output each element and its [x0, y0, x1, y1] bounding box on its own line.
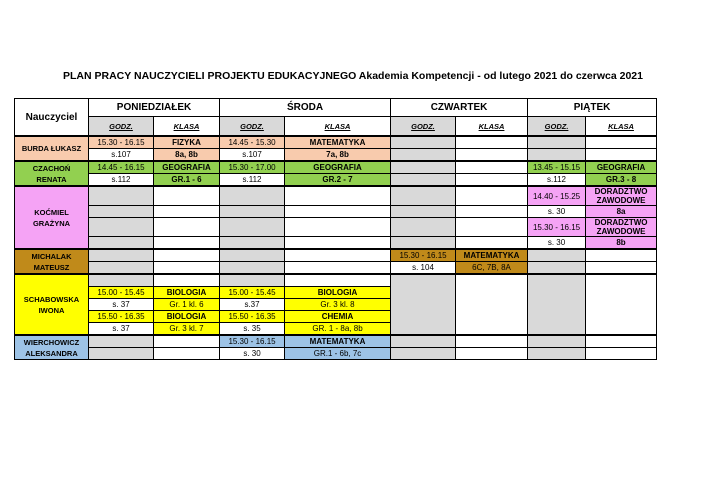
empty-cell	[154, 206, 220, 218]
subject-cell: CHEMIA	[285, 311, 391, 323]
empty-cell	[154, 249, 220, 262]
empty-cell	[391, 174, 456, 187]
day-thursday: CZWARTEK	[391, 99, 528, 117]
subject-cell: GEOGRAFIA	[586, 161, 657, 174]
document-title: PLAN PRACY NAUCZYCIELI PROJEKTU EDUKACYJNEGO Akademia Kompetencji - od lutego 2021 do czerwca 2021	[63, 70, 643, 82]
empty-cell	[586, 274, 657, 335]
empty-cell	[220, 218, 285, 237]
class-cell: 8a, 8b	[154, 149, 220, 162]
class-cell: Gr. 1 kl. 6	[154, 299, 220, 311]
table-row	[15, 206, 657, 218]
room-cell: s. 30	[220, 348, 285, 360]
table-row	[15, 274, 657, 287]
empty-cell	[456, 136, 528, 149]
empty-cell	[89, 206, 154, 218]
time-cell: 15.30 - 16.15	[89, 136, 154, 149]
empty-cell	[89, 249, 154, 262]
empty-cell	[586, 136, 657, 149]
empty-cell	[391, 136, 456, 149]
subject-cell: MATEMATYKA	[456, 249, 528, 262]
table-row	[15, 136, 657, 149]
class-cell: GR.3 - 8	[586, 174, 657, 187]
time-cell: 15.30 - 16.15	[391, 249, 456, 262]
table-row	[15, 348, 657, 360]
day-friday: PIĄTEK	[528, 99, 657, 117]
room-cell: s.37	[220, 299, 285, 311]
empty-cell	[456, 218, 528, 237]
time-cell: 14.45 - 16.15	[89, 161, 154, 174]
empty-cell	[220, 249, 285, 262]
empty-cell	[586, 149, 657, 162]
time-cell: 13.45 - 15.15	[528, 161, 586, 174]
room-cell: s. 35	[220, 323, 285, 336]
col-klasa: KLASA	[154, 117, 220, 137]
col-godz: GODZ.	[220, 117, 285, 137]
empty-cell	[528, 149, 586, 162]
empty-cell	[285, 206, 391, 218]
empty-cell	[154, 274, 220, 287]
empty-cell	[528, 249, 586, 262]
col-godz: GODZ.	[391, 117, 456, 137]
teacher-name: CZACHOŃ RENATA	[15, 161, 89, 186]
teacher-name: KOĆMIEL GRAŻYNA	[15, 186, 89, 249]
empty-cell	[528, 262, 586, 275]
table-row	[15, 186, 657, 206]
empty-cell	[456, 186, 528, 206]
empty-cell	[220, 186, 285, 206]
time-cell: 15.00 - 15.45	[220, 287, 285, 299]
empty-cell	[391, 161, 456, 174]
empty-cell	[89, 262, 154, 275]
col-klasa: KLASA	[586, 117, 657, 137]
subject-cell: GEOGRAFIA	[285, 161, 391, 174]
header-row-columns	[15, 117, 657, 137]
class-cell: Gr. 3 kl. 8	[285, 299, 391, 311]
empty-cell	[586, 335, 657, 348]
empty-cell	[89, 274, 154, 287]
class-cell: 6C, 7B, 8A	[456, 262, 528, 275]
empty-cell	[586, 348, 657, 360]
empty-cell	[154, 186, 220, 206]
subject-cell: BIOLOGIA	[154, 287, 220, 299]
table-row	[15, 237, 657, 250]
subject-cell: BIOLOGIA	[285, 287, 391, 299]
time-cell: 14.40 - 15.25	[528, 186, 586, 206]
class-cell: 7a, 8b	[285, 149, 391, 162]
empty-cell	[528, 348, 586, 360]
class-cell: 8a	[586, 206, 657, 218]
teacher-name: MICHALAK MATEUSZ	[15, 249, 89, 274]
empty-cell	[89, 335, 154, 348]
class-cell: GR.1 - 6	[154, 174, 220, 187]
empty-cell	[391, 149, 456, 162]
empty-cell	[528, 136, 586, 149]
header-row-days	[15, 99, 657, 117]
table-row	[15, 262, 657, 275]
subject-cell: BIOLOGIA	[154, 311, 220, 323]
time-cell: 15.50 - 16.35	[220, 311, 285, 323]
time-cell: 15.30 - 16.15	[220, 335, 285, 348]
time-cell: 15.00 - 15.45	[89, 287, 154, 299]
empty-cell	[456, 274, 528, 335]
empty-cell	[391, 274, 456, 335]
empty-cell	[220, 206, 285, 218]
table-row	[15, 218, 657, 237]
class-cell: Gr. 3 kl. 7	[154, 323, 220, 336]
empty-cell	[456, 237, 528, 250]
empty-cell	[456, 335, 528, 348]
time-cell: 15.30 - 17.00	[220, 161, 285, 174]
col-klasa: KLASA	[456, 117, 528, 137]
room-cell: s.107	[220, 149, 285, 162]
room-cell: s. 30	[528, 206, 586, 218]
teacher-name: SCHABOWSKA IWONA	[15, 274, 89, 335]
subject-cell: GEOGRAFIA	[154, 161, 220, 174]
empty-cell	[528, 274, 586, 335]
empty-cell	[391, 206, 456, 218]
room-cell: s. 104	[391, 262, 456, 275]
empty-cell	[89, 218, 154, 237]
empty-cell	[89, 348, 154, 360]
table-row	[15, 161, 657, 174]
empty-cell	[586, 262, 657, 275]
col-godz: GODZ.	[528, 117, 586, 137]
empty-cell	[154, 237, 220, 250]
class-cell: GR. 1 - 8a, 8b	[285, 323, 391, 336]
empty-cell	[456, 206, 528, 218]
class-cell: GR.2 - 7	[285, 174, 391, 187]
empty-cell	[456, 174, 528, 187]
subject-cell: MATEMATYKA	[285, 136, 391, 149]
empty-cell	[89, 186, 154, 206]
time-cell: 15.50 - 16.35	[89, 311, 154, 323]
empty-cell	[391, 335, 456, 348]
empty-cell	[285, 249, 391, 262]
subject-cell: DORADZTWO ZAWODOWE	[586, 218, 657, 237]
teacher-name: WIERCHOWICZ ALEKSANDRA	[15, 335, 89, 360]
empty-cell	[391, 186, 456, 206]
day-monday: PONIEDZIAŁEK	[89, 99, 220, 117]
empty-cell	[285, 186, 391, 206]
table-row	[15, 174, 657, 187]
empty-cell	[528, 335, 586, 348]
empty-cell	[391, 348, 456, 360]
room-cell: s. 37	[89, 299, 154, 311]
subject-cell: MATEMATYKA	[285, 335, 391, 348]
empty-cell	[285, 262, 391, 275]
room-cell: s. 37	[89, 323, 154, 336]
teacher-name: BURDA ŁUKASZ	[15, 136, 89, 161]
empty-cell	[285, 218, 391, 237]
empty-cell	[391, 218, 456, 237]
col-godz: GODZ.	[89, 117, 154, 137]
time-cell: 15.30 - 16.15	[528, 218, 586, 237]
room-cell: s.112	[528, 174, 586, 187]
empty-cell	[220, 237, 285, 250]
empty-cell	[456, 161, 528, 174]
empty-cell	[154, 218, 220, 237]
empty-cell	[220, 274, 285, 287]
col-klasa: KLASA	[285, 117, 391, 137]
room-cell: s.112	[89, 174, 154, 187]
subject-cell: DORADZTWO ZAWODOWE	[586, 186, 657, 206]
day-wednesday: ŚRODA	[220, 99, 391, 117]
room-cell: s.112	[220, 174, 285, 187]
table-row	[15, 335, 657, 348]
class-cell: 8b	[586, 237, 657, 250]
class-cell: GR.1 - 6b, 7c	[285, 348, 391, 360]
empty-cell	[154, 348, 220, 360]
empty-cell	[456, 348, 528, 360]
empty-cell	[154, 262, 220, 275]
subject-cell: FIZYKA	[154, 136, 220, 149]
teacher-column-header: Nauczyciel	[15, 99, 89, 137]
empty-cell	[154, 335, 220, 348]
empty-cell	[89, 237, 154, 250]
room-cell: s.107	[89, 149, 154, 162]
empty-cell	[586, 249, 657, 262]
empty-cell	[285, 237, 391, 250]
table-row	[15, 249, 657, 262]
table-row	[15, 149, 657, 162]
empty-cell	[391, 237, 456, 250]
empty-cell	[285, 274, 391, 287]
empty-cell	[456, 149, 528, 162]
room-cell: s. 30	[528, 237, 586, 250]
schedule-table	[14, 98, 657, 360]
time-cell: 14.45 - 15.30	[220, 136, 285, 149]
empty-cell	[220, 262, 285, 275]
